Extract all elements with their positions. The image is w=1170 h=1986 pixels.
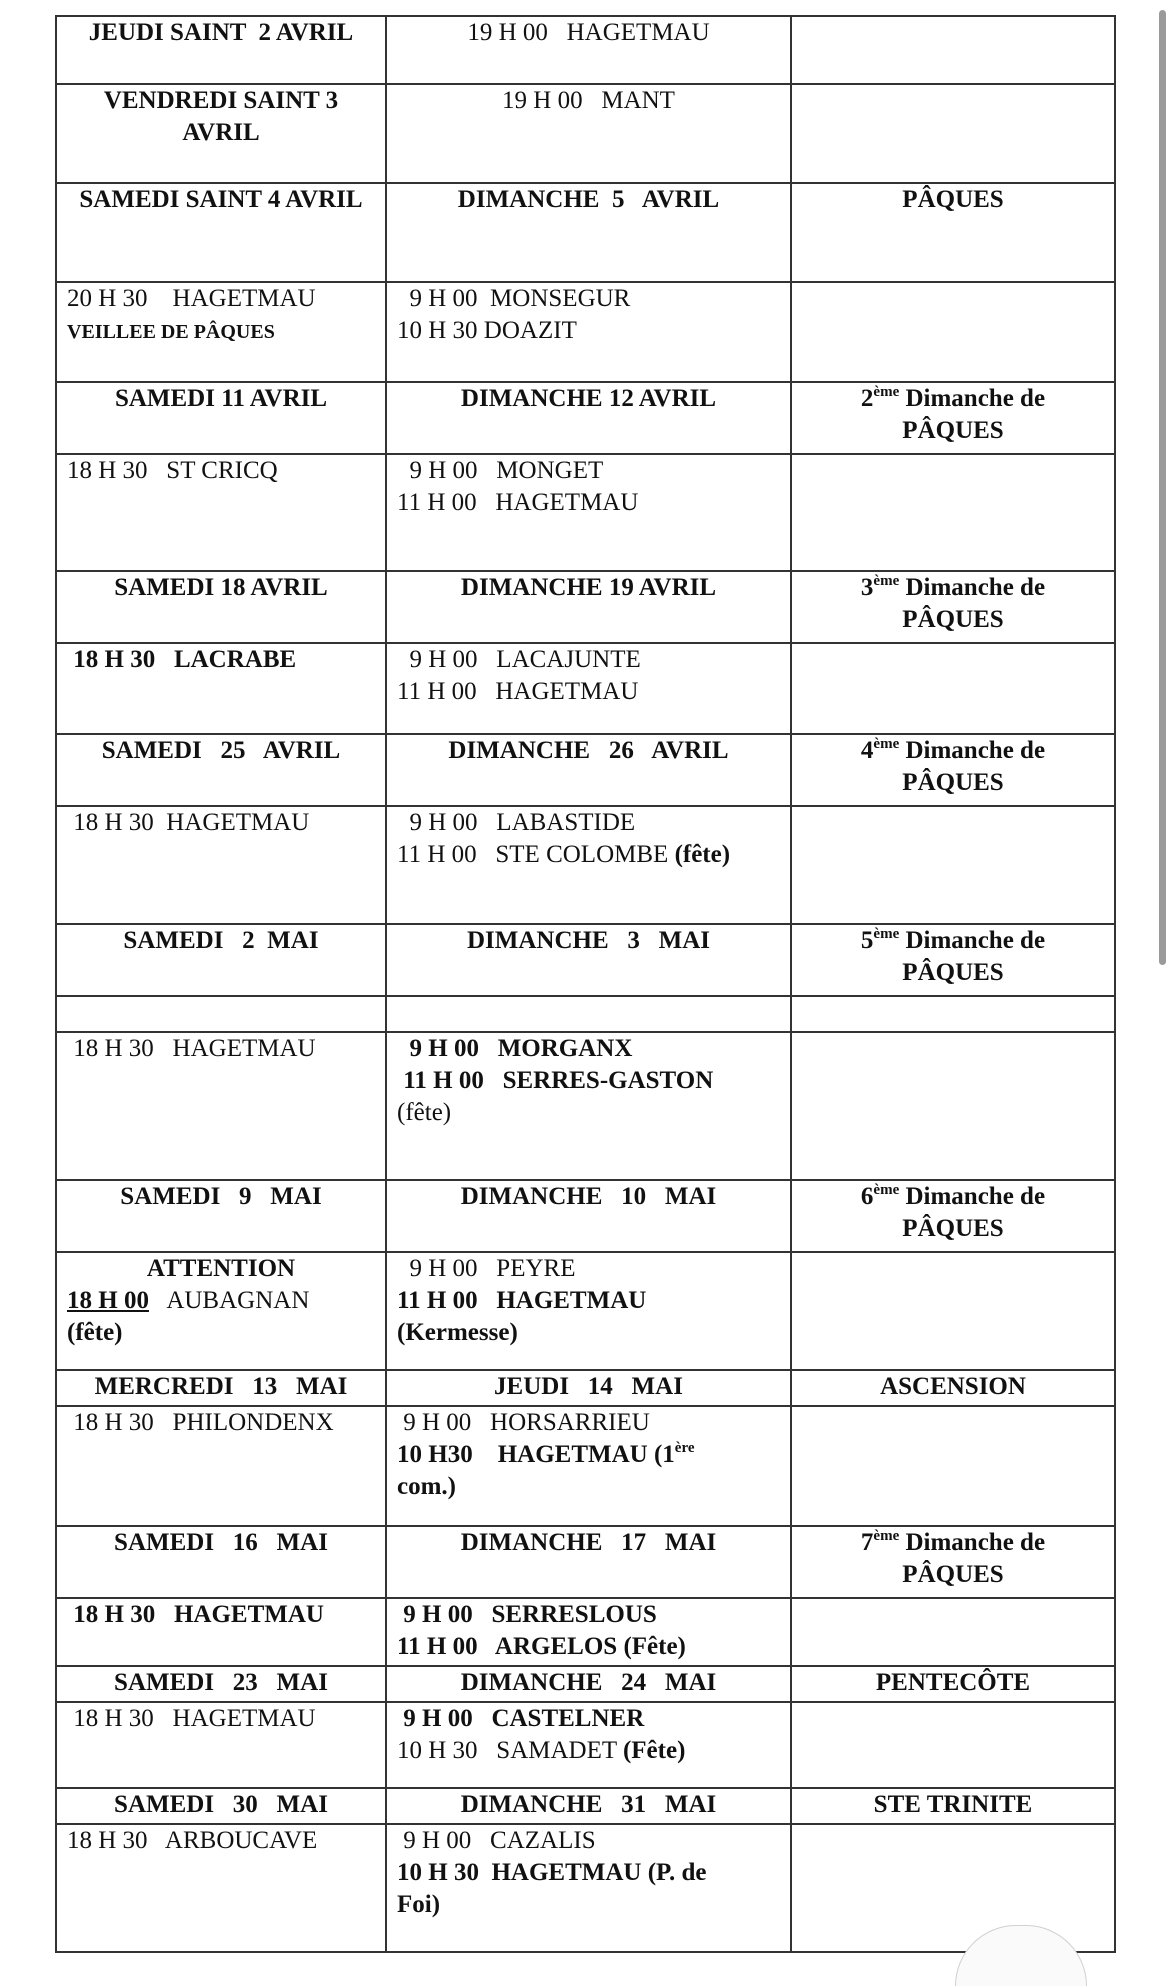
cell-line bbox=[67, 85, 375, 149]
feast-cell bbox=[791, 1702, 1115, 1788]
cell-text: 19 H 00 MANT bbox=[502, 87, 675, 114]
cell-text: ème bbox=[873, 384, 900, 400]
cell-text: 11 H 00 SERRES-GASTON bbox=[397, 1067, 714, 1094]
schedule-row bbox=[56, 1598, 1115, 1666]
times-cell bbox=[386, 282, 791, 382]
cell-line bbox=[397, 735, 780, 767]
day-cell bbox=[56, 643, 386, 734]
cell-line bbox=[397, 1407, 780, 1439]
cell-text: 18 H 00 bbox=[67, 1287, 149, 1314]
cell-line bbox=[397, 1527, 780, 1559]
cell-line bbox=[397, 1285, 780, 1317]
schedule-row bbox=[56, 1526, 1115, 1598]
cell-text: ème bbox=[873, 1182, 900, 1198]
cell-text: VENDREDI SAINT 3 AVRIL bbox=[103, 87, 344, 146]
day-cell bbox=[56, 183, 386, 282]
cell-text: ème bbox=[873, 736, 900, 752]
cell-text: DIMANCHE 19 AVRIL bbox=[460, 574, 717, 601]
cell-text: 11 H 00 HAGETMAU bbox=[397, 489, 639, 516]
cell-line bbox=[802, 767, 1104, 799]
cell-line bbox=[802, 1181, 1104, 1213]
times-cell bbox=[386, 1032, 791, 1180]
feast-cell bbox=[791, 1788, 1115, 1824]
schedule-row bbox=[56, 282, 1115, 382]
cell-line bbox=[67, 572, 375, 604]
feast-cell bbox=[791, 16, 1115, 84]
cell-text: 9 H 00 PEYRE bbox=[397, 1255, 576, 1282]
cell-line bbox=[802, 1527, 1104, 1559]
cell-text: SAMEDI 2 MAI bbox=[123, 927, 319, 954]
cell-line bbox=[67, 1527, 375, 1559]
day-cell bbox=[56, 1666, 386, 1702]
cell-line bbox=[802, 604, 1104, 636]
cell-line bbox=[67, 735, 375, 767]
cell-text: ère bbox=[674, 1440, 695, 1456]
day-cell bbox=[56, 924, 386, 996]
cell-text: Dimanche de bbox=[899, 927, 1046, 954]
cell-line bbox=[397, 1631, 780, 1663]
cell-line bbox=[397, 925, 780, 957]
cell-line bbox=[67, 315, 375, 348]
cell-line bbox=[67, 1033, 375, 1065]
cell-text: PÂQUES bbox=[902, 959, 1004, 986]
day-cell bbox=[56, 806, 386, 924]
cell-line bbox=[397, 1667, 780, 1699]
mass-schedule-table bbox=[55, 15, 1116, 1953]
day-cell bbox=[56, 382, 386, 454]
cell-text: 18 H 30 ST CRICQ bbox=[67, 457, 278, 484]
day-cell bbox=[56, 1032, 386, 1180]
times-cell bbox=[386, 571, 791, 643]
times-cell bbox=[386, 183, 791, 282]
cell-text: 18 H 30 LACRABE bbox=[67, 646, 297, 673]
cell-text: 9 H 00 SERRESLOUS bbox=[397, 1601, 657, 1628]
cell-text: VEILLEE DE PÂQUES bbox=[67, 321, 275, 343]
day-cell bbox=[56, 1370, 386, 1406]
cell-text: (fête) bbox=[397, 1099, 452, 1126]
cell-text: (fête) bbox=[67, 1319, 123, 1346]
cell-text: 10 H 30 SAMADET bbox=[397, 1737, 623, 1764]
schedule-row bbox=[56, 1370, 1115, 1406]
cell-text: ASCENSION bbox=[880, 1373, 1026, 1400]
cell-line bbox=[397, 676, 780, 708]
times-cell bbox=[386, 84, 791, 183]
cell-line bbox=[397, 839, 780, 871]
times-cell bbox=[386, 806, 791, 924]
times-cell bbox=[386, 1788, 791, 1824]
times-cell bbox=[386, 1526, 791, 1598]
schedule-row bbox=[56, 1252, 1115, 1370]
cell-line bbox=[397, 1703, 780, 1735]
day-cell bbox=[56, 454, 386, 571]
cell-text: JEUDI SAINT 2 AVRIL bbox=[88, 19, 354, 46]
cell-line bbox=[802, 1371, 1104, 1403]
cell-line bbox=[67, 1789, 375, 1821]
cell-text: 9 H 00 MORGANX bbox=[397, 1035, 633, 1062]
cell-line bbox=[67, 1253, 375, 1285]
cell-line bbox=[67, 383, 375, 415]
schedule-row bbox=[56, 1180, 1115, 1252]
scrollbar[interactable] bbox=[1159, 10, 1166, 965]
times-cell bbox=[386, 1370, 791, 1406]
schedule-row bbox=[56, 84, 1115, 183]
cell-line bbox=[397, 1825, 780, 1857]
day-cell bbox=[56, 996, 386, 1032]
cell-text: 11 H 00 HAGETMAU bbox=[397, 678, 639, 705]
cell-line bbox=[67, 1285, 375, 1317]
schedule-row bbox=[56, 16, 1115, 84]
cell-line bbox=[802, 1789, 1104, 1821]
schedule-row bbox=[56, 996, 1115, 1032]
feast-cell bbox=[791, 1252, 1115, 1370]
day-cell bbox=[56, 84, 386, 183]
cell-text: (Kermesse) bbox=[397, 1319, 518, 1346]
cell-text: 5 bbox=[860, 927, 874, 954]
cell-line bbox=[67, 1317, 375, 1349]
cell-line bbox=[397, 315, 780, 347]
feast-cell bbox=[791, 924, 1115, 996]
cell-text: SAMEDI 30 MAI bbox=[114, 1791, 328, 1818]
cell-text: 6 bbox=[860, 1183, 874, 1210]
cell-text: 9 H 00 CAZALIS bbox=[397, 1827, 596, 1854]
day-cell bbox=[56, 1406, 386, 1526]
cell-text: (Fête) bbox=[622, 1737, 686, 1764]
cell-line bbox=[397, 1371, 780, 1403]
feast-cell bbox=[791, 382, 1115, 454]
cell-line bbox=[397, 572, 780, 604]
feast-cell bbox=[791, 1824, 1115, 1952]
cell-text: ATTENTION bbox=[146, 1255, 296, 1282]
feast-cell bbox=[791, 996, 1115, 1032]
cell-line bbox=[67, 807, 375, 839]
cell-line bbox=[397, 1857, 780, 1889]
cell-line bbox=[67, 17, 375, 49]
day-cell bbox=[56, 16, 386, 84]
cell-text: DIMANCHE 17 MAI bbox=[460, 1529, 717, 1556]
cell-line bbox=[67, 1667, 375, 1699]
cell-line bbox=[397, 455, 780, 487]
cell-line bbox=[802, 1213, 1104, 1245]
cell-text: 18 H 30 ARBOUCAVE bbox=[67, 1827, 318, 1854]
cell-text: 9 H 00 MONGET bbox=[397, 457, 604, 484]
cell-text: STE TRINITE bbox=[873, 1791, 1033, 1818]
times-cell bbox=[386, 734, 791, 806]
schedule-body bbox=[56, 16, 1115, 1952]
cell-text: 18 H 30 HAGETMAU bbox=[67, 1705, 316, 1732]
cell-text: 18 H 30 PHILONDENX bbox=[67, 1409, 334, 1436]
cell-line bbox=[67, 1825, 375, 1857]
cell-line bbox=[67, 1703, 375, 1735]
cell-line bbox=[802, 735, 1104, 767]
cell-text: 11 H 00 HAGETMAU bbox=[397, 1287, 647, 1314]
day-cell bbox=[56, 1526, 386, 1598]
cell-text: 10 H30 HAGETMAU (1 bbox=[397, 1441, 675, 1468]
cell-line bbox=[802, 1559, 1104, 1591]
feast-cell bbox=[791, 1666, 1115, 1702]
cell-line bbox=[397, 1317, 780, 1349]
times-cell bbox=[386, 1702, 791, 1788]
cell-text: Dimanche de bbox=[899, 385, 1046, 412]
feast-cell bbox=[791, 1406, 1115, 1526]
cell-text: com.) bbox=[397, 1473, 456, 1500]
feast-cell bbox=[791, 84, 1115, 183]
cell-text: ème bbox=[873, 573, 900, 589]
day-cell bbox=[56, 1180, 386, 1252]
cell-text: 9 H 00 LABASTIDE bbox=[397, 809, 636, 836]
cell-text: SAMEDI 23 MAI bbox=[114, 1669, 328, 1696]
cell-line bbox=[397, 1033, 780, 1065]
cell-line bbox=[397, 1889, 780, 1921]
cell-text: 9 H 00 MONSEGUR bbox=[397, 285, 631, 312]
cell-line bbox=[397, 487, 780, 519]
cell-text: PENTECÔTE bbox=[875, 1669, 1031, 1696]
times-cell bbox=[386, 1824, 791, 1952]
cell-line bbox=[397, 644, 780, 676]
feast-cell bbox=[791, 806, 1115, 924]
cell-text: PÂQUES bbox=[902, 1215, 1004, 1242]
feast-cell bbox=[791, 1370, 1115, 1406]
schedule-row bbox=[56, 382, 1115, 454]
cell-line bbox=[802, 925, 1104, 957]
cell-line bbox=[397, 1789, 780, 1821]
times-cell bbox=[386, 996, 791, 1032]
cell-text: 2 bbox=[860, 385, 874, 412]
feast-cell bbox=[791, 1598, 1115, 1666]
cell-line bbox=[397, 1471, 780, 1503]
cell-line bbox=[67, 455, 375, 487]
cell-line bbox=[397, 1065, 780, 1097]
schedule-row bbox=[56, 1702, 1115, 1788]
cell-line bbox=[802, 572, 1104, 604]
schedule-row bbox=[56, 1824, 1115, 1952]
cell-line bbox=[802, 415, 1104, 447]
cell-text: ème bbox=[873, 1528, 900, 1544]
cell-text: SAMEDI 25 AVRIL bbox=[101, 737, 341, 764]
day-cell bbox=[56, 734, 386, 806]
feast-cell bbox=[791, 571, 1115, 643]
cell-line bbox=[397, 1735, 780, 1767]
cell-text: 18 H 30 HAGETMAU bbox=[67, 1601, 324, 1628]
cell-line bbox=[67, 1181, 375, 1213]
schedule-row bbox=[56, 571, 1115, 643]
cell-line bbox=[802, 184, 1104, 216]
day-cell bbox=[56, 282, 386, 382]
feast-cell bbox=[791, 1526, 1115, 1598]
cell-text: 19 H 00 HAGETMAU bbox=[467, 19, 710, 46]
schedule-row bbox=[56, 1666, 1115, 1702]
feast-cell bbox=[791, 643, 1115, 734]
cell-text: PÂQUES bbox=[902, 186, 1004, 213]
cell-text: DIMANCHE 10 MAI bbox=[460, 1183, 717, 1210]
times-cell bbox=[386, 16, 791, 84]
cell-line bbox=[67, 283, 375, 315]
cell-text: 11 H 00 ARGELOS (Fête) bbox=[397, 1633, 686, 1660]
cell-text: PÂQUES bbox=[902, 606, 1004, 633]
cell-line bbox=[802, 383, 1104, 415]
cell-text: PÂQUES bbox=[902, 769, 1004, 796]
cell-line bbox=[67, 925, 375, 957]
schedule-row bbox=[56, 1788, 1115, 1824]
times-cell bbox=[386, 454, 791, 571]
day-cell bbox=[56, 1788, 386, 1824]
cell-text: 9 H 00 LACAJUNTE bbox=[397, 646, 641, 673]
schedule-row bbox=[56, 1406, 1115, 1526]
cell-line bbox=[397, 1181, 780, 1213]
feast-cell bbox=[791, 1180, 1115, 1252]
day-cell bbox=[56, 1702, 386, 1788]
cell-text: DIMANCHE 12 AVRIL bbox=[460, 385, 717, 412]
cell-text: 4 bbox=[860, 737, 874, 764]
cell-text: SAMEDI 18 AVRIL bbox=[114, 574, 328, 601]
cell-text: 20 H 30 HAGETMAU bbox=[67, 285, 316, 312]
cell-line bbox=[397, 184, 780, 216]
cell-text: 10 H 30 DOAZIT bbox=[397, 317, 577, 344]
schedule-row bbox=[56, 806, 1115, 924]
feast-cell bbox=[791, 454, 1115, 571]
day-cell bbox=[56, 571, 386, 643]
cell-text: 18 H 30 HAGETMAU bbox=[67, 809, 310, 836]
cell-text: 7 bbox=[860, 1529, 874, 1556]
schedule-row bbox=[56, 924, 1115, 996]
schedule-row bbox=[56, 1032, 1115, 1180]
cell-line bbox=[397, 1097, 780, 1129]
cell-line bbox=[397, 85, 780, 117]
cell-text: DIMANCHE 24 MAI bbox=[460, 1669, 717, 1696]
cell-text: (fête) bbox=[674, 841, 731, 868]
feast-cell bbox=[791, 282, 1115, 382]
day-cell bbox=[56, 1824, 386, 1952]
cell-text: DIMANCHE 3 MAI bbox=[466, 927, 711, 954]
cell-text: PÂQUES bbox=[902, 417, 1004, 444]
times-cell bbox=[386, 1666, 791, 1702]
times-cell bbox=[386, 382, 791, 454]
cell-line bbox=[67, 1371, 375, 1403]
times-cell bbox=[386, 1598, 791, 1666]
cell-text: DIMANCHE 5 AVRIL bbox=[457, 186, 720, 213]
cell-text: 9 H 00 CASTELNER bbox=[397, 1705, 645, 1732]
feast-cell bbox=[791, 734, 1115, 806]
cell-line bbox=[67, 644, 375, 676]
feast-cell bbox=[791, 1032, 1115, 1180]
cell-text: SAMEDI 16 MAI bbox=[114, 1529, 328, 1556]
cell-text: PÂQUES bbox=[902, 1561, 1004, 1588]
schedule-row bbox=[56, 643, 1115, 734]
cell-line bbox=[802, 1667, 1104, 1699]
cell-text: ème bbox=[873, 926, 900, 942]
cell-line bbox=[802, 957, 1104, 989]
cell-text: Dimanche de bbox=[899, 737, 1046, 764]
cell-text: Foi) bbox=[397, 1891, 441, 1918]
cell-text: AUBAGNAN bbox=[148, 1287, 310, 1314]
cell-line bbox=[397, 1439, 780, 1471]
cell-text: 10 H 30 HAGETMAU (P. de bbox=[397, 1859, 707, 1886]
cell-text: MERCREDI 13 MAI bbox=[94, 1373, 348, 1400]
cell-text: SAMEDI SAINT 4 AVRIL bbox=[79, 186, 363, 213]
feast-cell bbox=[791, 183, 1115, 282]
times-cell bbox=[386, 643, 791, 734]
times-cell bbox=[386, 1252, 791, 1370]
day-cell bbox=[56, 1598, 386, 1666]
cell-text: 18 H 30 HAGETMAU bbox=[67, 1035, 316, 1062]
times-cell bbox=[386, 924, 791, 996]
cell-text: 9 H 00 HORSARRIEU bbox=[397, 1409, 650, 1436]
cell-line bbox=[67, 184, 375, 216]
cell-text: Dimanche de bbox=[899, 1183, 1046, 1210]
cell-text: DIMANCHE 26 AVRIL bbox=[448, 737, 729, 764]
cell-line bbox=[397, 383, 780, 415]
schedule-row bbox=[56, 183, 1115, 282]
schedule-row bbox=[56, 734, 1115, 806]
cell-text: 11 H 00 STE COLOMBE bbox=[397, 841, 675, 868]
cell-text: JEUDI 14 MAI bbox=[494, 1373, 683, 1400]
cell-text: Dimanche de bbox=[899, 574, 1046, 601]
cell-line bbox=[67, 1407, 375, 1439]
cell-text: Dimanche de bbox=[899, 1529, 1046, 1556]
cell-line bbox=[397, 1253, 780, 1285]
cell-line bbox=[397, 1599, 780, 1631]
day-cell bbox=[56, 1252, 386, 1370]
cell-text: SAMEDI 11 AVRIL bbox=[114, 385, 328, 412]
cell-line bbox=[67, 1599, 375, 1631]
cell-text: SAMEDI 9 MAI bbox=[120, 1183, 322, 1210]
times-cell bbox=[386, 1406, 791, 1526]
times-cell bbox=[386, 1180, 791, 1252]
cell-line bbox=[397, 807, 780, 839]
cell-line bbox=[397, 283, 780, 315]
cell-text: 3 bbox=[860, 574, 874, 601]
cell-text: DIMANCHE 31 MAI bbox=[460, 1791, 717, 1818]
cell-line bbox=[397, 17, 780, 49]
schedule-row bbox=[56, 454, 1115, 571]
